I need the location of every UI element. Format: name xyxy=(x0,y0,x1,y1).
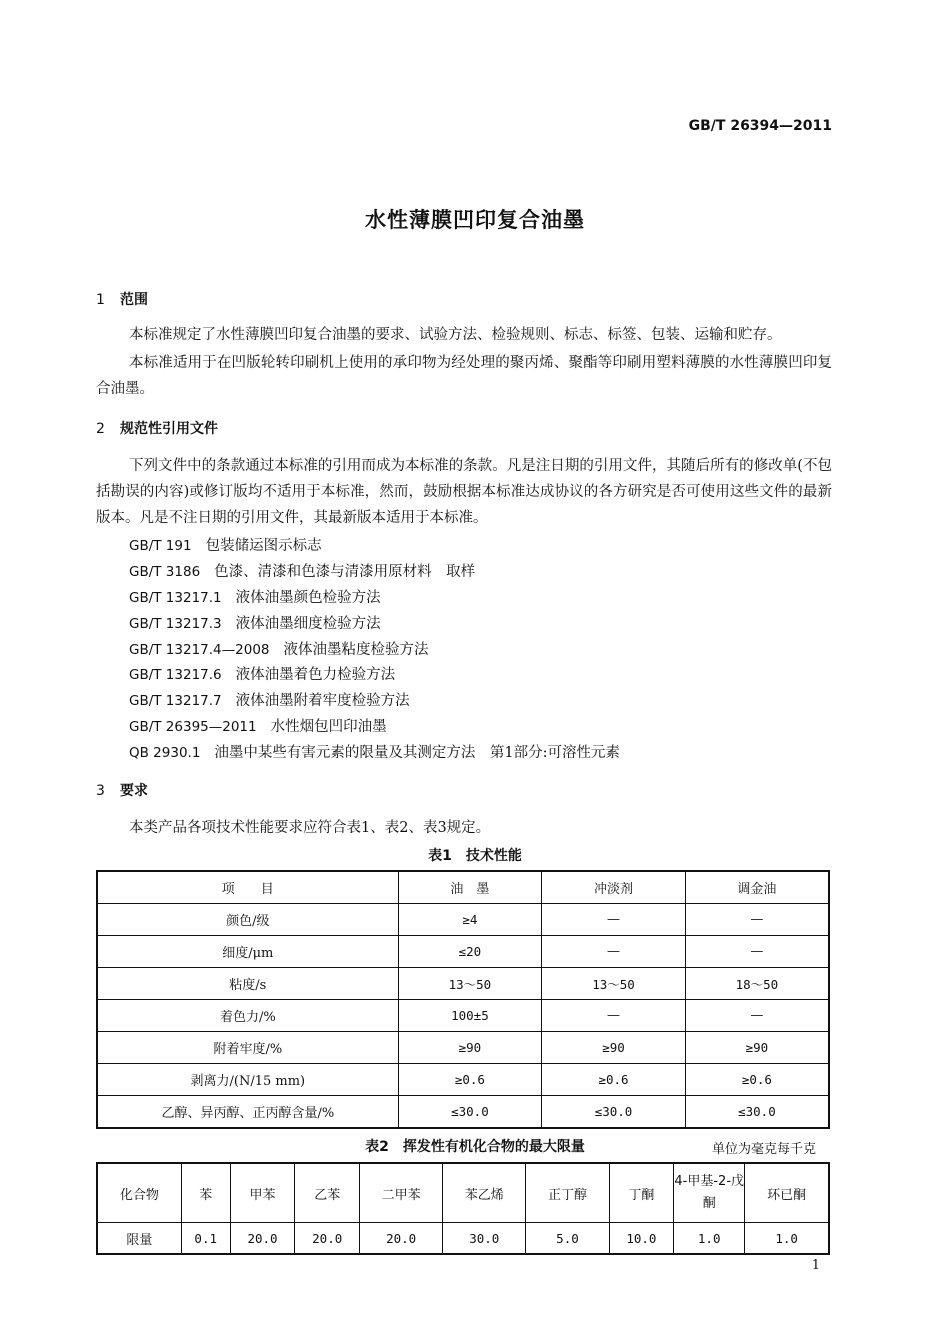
table-cell: ≥0.6 xyxy=(685,1064,829,1096)
table-header-cell: 油 墨 xyxy=(398,871,542,904)
table-cell: 13～50 xyxy=(398,968,542,1000)
table-row xyxy=(97,1000,829,1032)
table-header-row xyxy=(97,1163,829,1223)
table-cell: 乙醇、异丙醇、正丙醇含量/% xyxy=(97,1096,398,1129)
reference-title: 包装储运图示标志 xyxy=(205,538,322,554)
reference-title: 水性烟包凹印油墨 xyxy=(270,719,387,735)
table-cell: 18～50 xyxy=(685,968,829,1000)
reference-code: QB 2930.1 xyxy=(129,745,201,761)
standard-number: GB/T 26394—2011 xyxy=(688,118,832,134)
section-2-paragraph: 下列文件中的条款通过本标准的引用而成为本标准的条款。凡是注日期的引用文件，其随后所有的修改单(不包括勘误的内容)或修订版均不适用于本标准，然而，鼓励根据本标准达成协议的各方研究是否可使用这些文件的最新版本。凡是不注日期的引用文件，其最新版本适用于本标准。 xyxy=(96,458,832,526)
reference-code: GB/T 13217.6 xyxy=(129,667,222,683)
table-header-cell: 调金油 xyxy=(685,871,829,904)
table-header-cell: 苯 xyxy=(181,1163,230,1223)
table-cell: 剥离力/(N/15 mm) xyxy=(97,1064,398,1096)
table-cell: ≥4 xyxy=(398,904,542,936)
table-cell: 着色力/% xyxy=(97,1000,398,1032)
table-header-cell: 4-甲基-2-戊酮 xyxy=(674,1163,745,1223)
reference-title: 液体油墨颜色检验方法 xyxy=(235,590,381,606)
table-header-cell: 丁酮 xyxy=(609,1163,674,1223)
table-row xyxy=(97,904,829,936)
table-2-unit: 单位为毫克每千克 xyxy=(711,1142,816,1157)
table-cell: ≤30.0 xyxy=(542,1096,686,1129)
reference-item xyxy=(129,741,620,762)
reference-code: GB/T 191 xyxy=(129,538,192,554)
section-1-heading xyxy=(96,289,148,309)
table-row xyxy=(97,1032,829,1064)
table-row xyxy=(97,1096,829,1129)
table-row xyxy=(97,968,829,1000)
table-cell: — xyxy=(542,1000,686,1032)
table-header-row xyxy=(97,871,829,904)
reference-title: 液体油墨附着牢度检验方法 xyxy=(235,693,410,709)
table-cell: — xyxy=(685,904,829,936)
table-2-caption: 表2 挥发性有机化合物的最大限量 xyxy=(365,1139,585,1155)
reference-item xyxy=(129,586,381,607)
document-title: 水性薄膜凹印复合油墨 xyxy=(365,208,585,232)
table-header-cell: 二甲苯 xyxy=(360,1163,443,1223)
reference-code: GB/T 26395—2011 xyxy=(129,719,257,735)
section-3-heading xyxy=(96,780,148,800)
reference-code: GB/T 13217.1 xyxy=(129,590,222,606)
section-title: 规范性引用文件 xyxy=(120,421,218,437)
reference-code: GB/T 3186 xyxy=(129,564,201,580)
table-cell: ≥0.6 xyxy=(398,1064,542,1096)
technical-performance-table xyxy=(96,870,830,1129)
reference-code: GB/T 13217.4—2008 xyxy=(129,642,270,658)
table-cell: 10.0 xyxy=(609,1223,674,1255)
table-header-cell: 苯乙烯 xyxy=(443,1163,526,1223)
table-row xyxy=(97,1064,829,1096)
table-cell: — xyxy=(542,904,686,936)
table-header-cell: 冲淡剂 xyxy=(542,871,686,904)
table-cell: 30.0 xyxy=(443,1223,526,1255)
section-3-paragraph: 本类产品各项技术性能要求应符合表1、表2、表3规定。 xyxy=(129,820,491,836)
table-cell: ≥90 xyxy=(685,1032,829,1064)
reference-title: 液体油墨粘度检验方法 xyxy=(283,642,429,658)
reference-code: GB/T 13217.7 xyxy=(129,693,222,709)
table-1-caption: 表1 技术性能 xyxy=(428,848,522,864)
page-number: 1 xyxy=(811,1258,820,1273)
reference-item xyxy=(129,534,322,555)
reference-item xyxy=(129,638,429,659)
section-title: 范围 xyxy=(120,292,148,308)
table-header-cell: 甲苯 xyxy=(230,1163,295,1223)
table-cell: ≥90 xyxy=(542,1032,686,1064)
reference-title: 色漆、清漆和色漆与清漆用原材料 取样 xyxy=(214,564,476,580)
voc-limit-table xyxy=(96,1162,830,1255)
table-row xyxy=(97,936,829,968)
reference-title: 油墨中某些有害元素的限量及其测定方法 第1部分:可溶性元素 xyxy=(214,745,621,761)
table-cell: 限量 xyxy=(97,1223,181,1255)
reference-item xyxy=(129,689,410,710)
section-number: 2 xyxy=(96,421,105,437)
table-cell: 13～50 xyxy=(542,968,686,1000)
table-header-cell: 正丁醇 xyxy=(526,1163,609,1223)
section-2-heading xyxy=(96,418,218,438)
reference-code: GB/T 13217.3 xyxy=(129,616,222,632)
table-row xyxy=(97,1223,829,1255)
section-1-paragraph-2: 本标准适用于在凹版轮转印刷机上使用的承印物为经处理的聚丙烯、聚酯等印刷用塑料薄膜的水性薄膜凹印复合油墨。 xyxy=(96,355,832,397)
table-cell: 附着牢度/% xyxy=(97,1032,398,1064)
table-header-cell: 项 目 xyxy=(97,871,398,904)
table-cell: 20.0 xyxy=(230,1223,295,1255)
reference-title: 液体油墨着色力检验方法 xyxy=(235,667,396,683)
reference-item xyxy=(129,612,381,633)
section-number: 1 xyxy=(96,292,105,308)
table-cell: — xyxy=(542,936,686,968)
reference-title: 液体油墨细度检验方法 xyxy=(235,616,381,632)
table-cell: — xyxy=(685,936,829,968)
table-cell: — xyxy=(685,1000,829,1032)
table-cell: 0.1 xyxy=(181,1223,230,1255)
table-header-cell: 乙苯 xyxy=(295,1163,360,1223)
reference-item xyxy=(129,715,387,736)
table-cell: 颜色/级 xyxy=(97,904,398,936)
table-cell: 细度/μm xyxy=(97,936,398,968)
table-cell: ≥0.6 xyxy=(542,1064,686,1096)
table-cell: 粘度/s xyxy=(97,968,398,1000)
table-header-cell: 化合物 xyxy=(97,1163,181,1223)
table-cell: ≥90 xyxy=(398,1032,542,1064)
section-title: 要求 xyxy=(120,783,148,799)
table-cell: 1.0 xyxy=(674,1223,745,1255)
table-cell: ≤30.0 xyxy=(685,1096,829,1129)
table-cell: ≤30.0 xyxy=(398,1096,542,1129)
table-cell: 1.0 xyxy=(745,1223,829,1255)
table-cell: 20.0 xyxy=(360,1223,443,1255)
reference-item xyxy=(129,560,475,581)
table-header-cell: 环已酮 xyxy=(745,1163,829,1223)
table-cell: 20.0 xyxy=(295,1223,360,1255)
section-number: 3 xyxy=(96,783,105,799)
table-cell: 5.0 xyxy=(526,1223,609,1255)
section-1-paragraph-1: 本标准规定了水性薄膜凹印复合油墨的要求、试验方法、检验规则、标志、标签、包装、运输和贮存。 xyxy=(129,327,782,343)
table-cell: 100±5 xyxy=(398,1000,542,1032)
table-cell: ≤20 xyxy=(398,936,542,968)
reference-item xyxy=(129,663,395,684)
